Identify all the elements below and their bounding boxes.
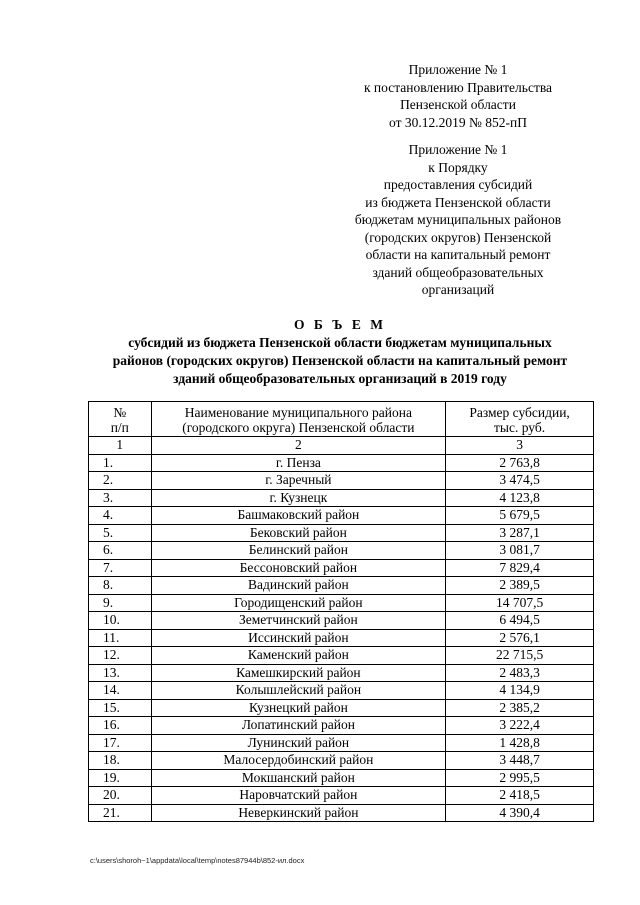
row-number: 10. [89, 612, 152, 630]
district-name: Бековский район [151, 524, 446, 542]
district-name: Вадинский район [151, 577, 446, 595]
row-number: 7. [89, 559, 152, 577]
row-number: 11. [89, 629, 152, 647]
subsidy-amount: 2 385,2 [446, 699, 594, 717]
row-number: 15. [89, 699, 152, 717]
table-row [89, 752, 594, 770]
column-numbering-row [89, 437, 594, 455]
annex-1-line: от 30.12.2019 № 852-пП [389, 114, 527, 130]
subsidy-amount: 6 494,5 [446, 612, 594, 630]
table-row [89, 629, 594, 647]
table-row [89, 699, 594, 717]
subsidy-amount: 1 428,8 [446, 734, 594, 752]
district-name: Лопатинский район [151, 717, 446, 735]
header-district-line: (городского округа) Пензенской области [182, 419, 415, 435]
table-row [89, 524, 594, 542]
table-header-row [89, 402, 594, 437]
annex-2-line: организаций [421, 282, 495, 297]
row-number: 4. [89, 507, 152, 525]
district-name: Колышлейский район [151, 682, 446, 700]
annex-2-line: к Порядку [428, 159, 488, 175]
table-row [89, 472, 594, 490]
annex-procedure-reference [328, 141, 588, 299]
table-row [89, 612, 594, 630]
header-amount-line: тыс. руб. [494, 419, 546, 435]
table-row [89, 454, 594, 472]
annex-1-line: Пензенской области [400, 97, 516, 112]
district-name: Каменский район [151, 647, 446, 665]
file-path-footer: c:\users\shoroh~1\appdata\local\temp\notes87944b\852-ил.docx [90, 856, 305, 865]
subsidy-amount: 2 995,5 [446, 769, 594, 787]
row-number: 3. [89, 489, 152, 507]
column-number: 2 [151, 437, 446, 455]
district-name: Земетчинский район [151, 612, 446, 630]
header-number [89, 402, 152, 437]
subsidy-amount: 2 763,8 [446, 454, 594, 472]
district-name: Малосердобинский район [151, 752, 446, 770]
district-name: Башмаковский район [151, 507, 446, 525]
column-number: 3 [446, 437, 594, 455]
subsidy-amount: 14 707,5 [446, 594, 594, 612]
district-name: Наровчатский район [151, 787, 446, 805]
header-number-line: № [113, 404, 127, 420]
row-number: 19. [89, 769, 152, 787]
table-row [89, 577, 594, 595]
district-name: Неверкинский район [151, 804, 446, 822]
row-number: 20. [89, 787, 152, 805]
header-amount-line: Размер субсидии, [469, 404, 570, 420]
header-amount [446, 402, 594, 437]
row-number: 8. [89, 577, 152, 595]
subsidy-amount: 3 081,7 [446, 542, 594, 560]
table-row [89, 489, 594, 507]
subsidy-amount: 2 389,5 [446, 577, 594, 595]
district-name: Бессоновский район [151, 559, 446, 577]
district-name: Городищенский район [151, 594, 446, 612]
subsidy-amount: 2 483,3 [446, 664, 594, 682]
row-number: 1. [89, 454, 152, 472]
row-number: 14. [89, 682, 152, 700]
table-row [89, 717, 594, 735]
table-row [89, 769, 594, 787]
annex-2-line: из бюджета Пензенской области [365, 194, 551, 210]
district-name: Кузнецкий район [151, 699, 446, 717]
subsidy-amount: 4 390,4 [446, 804, 594, 822]
subsidy-amount: 3 287,1 [446, 524, 594, 542]
header-district-line: Наименование муниципального района [184, 404, 412, 420]
annex-2-line: области на капитальный ремонт [365, 247, 551, 262]
table-row [89, 507, 594, 525]
district-name: Камешкирский район [151, 664, 446, 682]
document-title [90, 316, 590, 388]
row-number: 21. [89, 804, 152, 822]
table-row [89, 734, 594, 752]
row-number: 13. [89, 664, 152, 682]
subsidy-amount: 7 829,4 [446, 559, 594, 577]
district-name: Мокшанский район [151, 769, 446, 787]
district-name: Иссинский район [151, 629, 446, 647]
annex-1-reference [328, 61, 588, 131]
annex-1-line: к постановлению Правительства [363, 79, 553, 95]
row-number: 12. [89, 647, 152, 665]
district-name: г. Пенза [151, 454, 446, 472]
table-row [89, 594, 594, 612]
table-row [89, 559, 594, 577]
row-number: 5. [89, 524, 152, 542]
table-row [89, 804, 594, 822]
table-row [89, 664, 594, 682]
table-row [89, 542, 594, 560]
annex-2-line: Приложение № 1 [408, 142, 508, 157]
subsidy-amount: 3 448,7 [446, 752, 594, 770]
table-row [89, 787, 594, 805]
title-line: районов (городских округов) Пензенской области на капитальный ремонт [112, 353, 568, 368]
row-number: 2. [89, 472, 152, 490]
row-number: 16. [89, 717, 152, 735]
column-number: 1 [89, 437, 152, 455]
title-word: О Б Ъ Е М [293, 317, 386, 332]
district-name: г. Заречный [151, 472, 446, 490]
subsidy-amount: 3 222,4 [446, 717, 594, 735]
subsidy-amount: 4 134,9 [446, 682, 594, 700]
subsidy-amount: 22 715,5 [446, 647, 594, 665]
annex-2-line: зданий общеобразовательных [372, 264, 544, 280]
row-number: 6. [89, 542, 152, 560]
subsidy-amount: 2 418,5 [446, 787, 594, 805]
district-name: Лунинский район [151, 734, 446, 752]
district-name: г. Кузнецк [151, 489, 446, 507]
district-name: Белинский район [151, 542, 446, 560]
header-number-line: п/п [110, 419, 129, 435]
subsidy-amount: 3 474,5 [446, 472, 594, 490]
row-number: 17. [89, 734, 152, 752]
subsidy-amount: 2 576,1 [446, 629, 594, 647]
title-line: субсидий из бюджета Пензенской области бюджетам муниципальных [128, 335, 552, 350]
table-row [89, 647, 594, 665]
title-line: зданий общеобразовательных организаций в 2019 году [173, 371, 507, 386]
subsidy-amount: 4 123,8 [446, 489, 594, 507]
header-district [151, 402, 446, 437]
subsidy-table [88, 401, 594, 822]
table-row [89, 682, 594, 700]
annex-2-line: (городских округов) Пензенской [364, 229, 552, 245]
row-number: 18. [89, 752, 152, 770]
row-number: 9. [89, 594, 152, 612]
annex-2-line: предоставления субсидий [383, 177, 533, 192]
annex-1-line: Приложение № 1 [408, 62, 508, 77]
subsidy-amount: 5 679,5 [446, 507, 594, 525]
annex-2-line: бюджетам муниципальных районов [354, 212, 562, 227]
